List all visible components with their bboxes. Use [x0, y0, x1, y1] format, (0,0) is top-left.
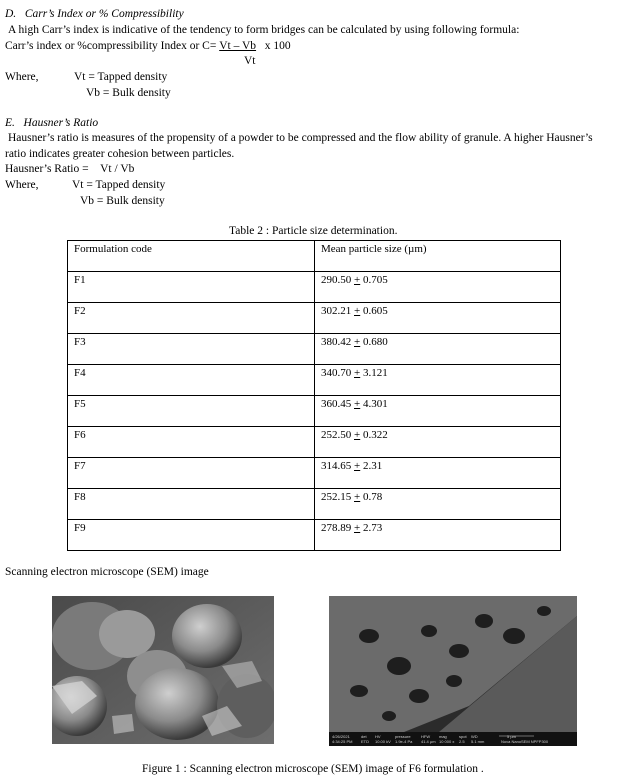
where-label: Where, [5, 71, 39, 83]
row-code: F4 [68, 365, 315, 396]
table-row [68, 427, 561, 458]
row-mean: 252.50 + 0.322 [315, 427, 561, 458]
svg-text:spot: spot [459, 734, 467, 739]
row-mean: 314.65 + 2.31 [315, 458, 561, 489]
vb-definition-e: Vb = Bulk density [80, 195, 165, 207]
row-mean: 278.89 + 2.73 [315, 520, 561, 551]
row-mean: 290.50 + 0.705 [315, 272, 561, 303]
row-code: F2 [68, 303, 315, 334]
svg-text:HV: HV [375, 734, 381, 739]
vb-definition: Vb = Bulk density [86, 87, 171, 99]
figure-caption: Figure 1 : Scanning electron microscope (SEM) image of F6 formulation . [142, 763, 484, 775]
table-row [68, 334, 561, 365]
svg-text:5.1 mm: 5.1 mm [471, 739, 485, 744]
vt-definition: Vt = Tapped density [74, 71, 168, 83]
section-e-para-1: Hausner’s ratio is measures of the propensity of a powder to be compressed and the flow ability of granule. A higher Hausner’s [8, 132, 593, 144]
particle-size-table [67, 240, 561, 551]
section-e-para-2: ratio indicates greater cohesion between particles. [5, 148, 235, 160]
table-row [68, 520, 561, 551]
table-row [68, 303, 561, 334]
table-row [68, 365, 561, 396]
row-mean: 302.21 + 0.605 [315, 303, 561, 334]
sem-image-right [329, 596, 577, 746]
table-header-code: Formulation code [68, 241, 315, 272]
table-row [68, 272, 561, 303]
svg-text:Nova NanoSEM NPFP300: Nova NanoSEM NPFP300 [501, 739, 549, 744]
svg-text:4/26/2021: 4/26/2021 [332, 734, 350, 739]
sem-image-left [52, 596, 274, 744]
row-code: F5 [68, 396, 315, 427]
table-header-row [68, 241, 561, 272]
carr-denominator: Vt [244, 55, 256, 67]
vt-definition-e: Vt = Tapped density [72, 179, 166, 191]
row-mean: 360.45 + 4.301 [315, 396, 561, 427]
row-code: F8 [68, 489, 315, 520]
table-row [68, 396, 561, 427]
hausner-formula: Hausner’s Ratio = Vt / Vb [5, 163, 135, 175]
table-row [68, 458, 561, 489]
svg-text:5 µm: 5 µm [507, 734, 516, 739]
svg-text:2.5: 2.5 [459, 739, 465, 744]
svg-text:pressure: pressure [395, 734, 411, 739]
section-d-text: A high Carr’s index is indicative of the tendency to form bridges can be calculated by using following formula: [8, 24, 520, 36]
row-code: F7 [68, 458, 315, 489]
row-mean: 380.42 + 0.680 [315, 334, 561, 365]
svg-text:mag: mag [439, 734, 447, 739]
sem-heading: Scanning electron microscope (SEM) image [5, 566, 209, 578]
table-header-mean: Mean particle size (µm) [315, 241, 561, 272]
svg-text:10.00 kV: 10.00 kV [375, 739, 391, 744]
table-caption: Table 2 : Particle size determination. [229, 225, 398, 237]
svg-text:41.4 µm: 41.4 µm [421, 739, 436, 744]
svg-text:4:34:25 PM: 4:34:25 PM [332, 739, 353, 744]
svg-text:ETD: ETD [361, 739, 369, 744]
where-label-e: Where, [5, 179, 39, 191]
svg-text:1.9e-4 Pa: 1.9e-4 Pa [395, 739, 413, 744]
carr-formula: Carr’s index or %compressibility Index or C= Vt – Vb x 100 [5, 40, 291, 52]
row-mean: 252.15 + 0.78 [315, 489, 561, 520]
svg-text:WD: WD [471, 734, 478, 739]
svg-text:10 000 x: 10 000 x [439, 739, 455, 744]
section-e-heading: E. Hausner’s Ratio [5, 117, 99, 129]
row-code: F1 [68, 272, 315, 303]
row-mean: 340.70 + 3.121 [315, 365, 561, 396]
svg-text:HFW: HFW [421, 734, 431, 739]
section-d-heading: D. Carr’s Index or % Compressibility [5, 8, 184, 20]
table-row [68, 489, 561, 520]
row-code: F6 [68, 427, 315, 458]
row-code: F9 [68, 520, 315, 551]
svg-text:det: det [361, 734, 367, 739]
carr-numerator: Vt – Vb [219, 40, 257, 52]
row-code: F3 [68, 334, 315, 365]
